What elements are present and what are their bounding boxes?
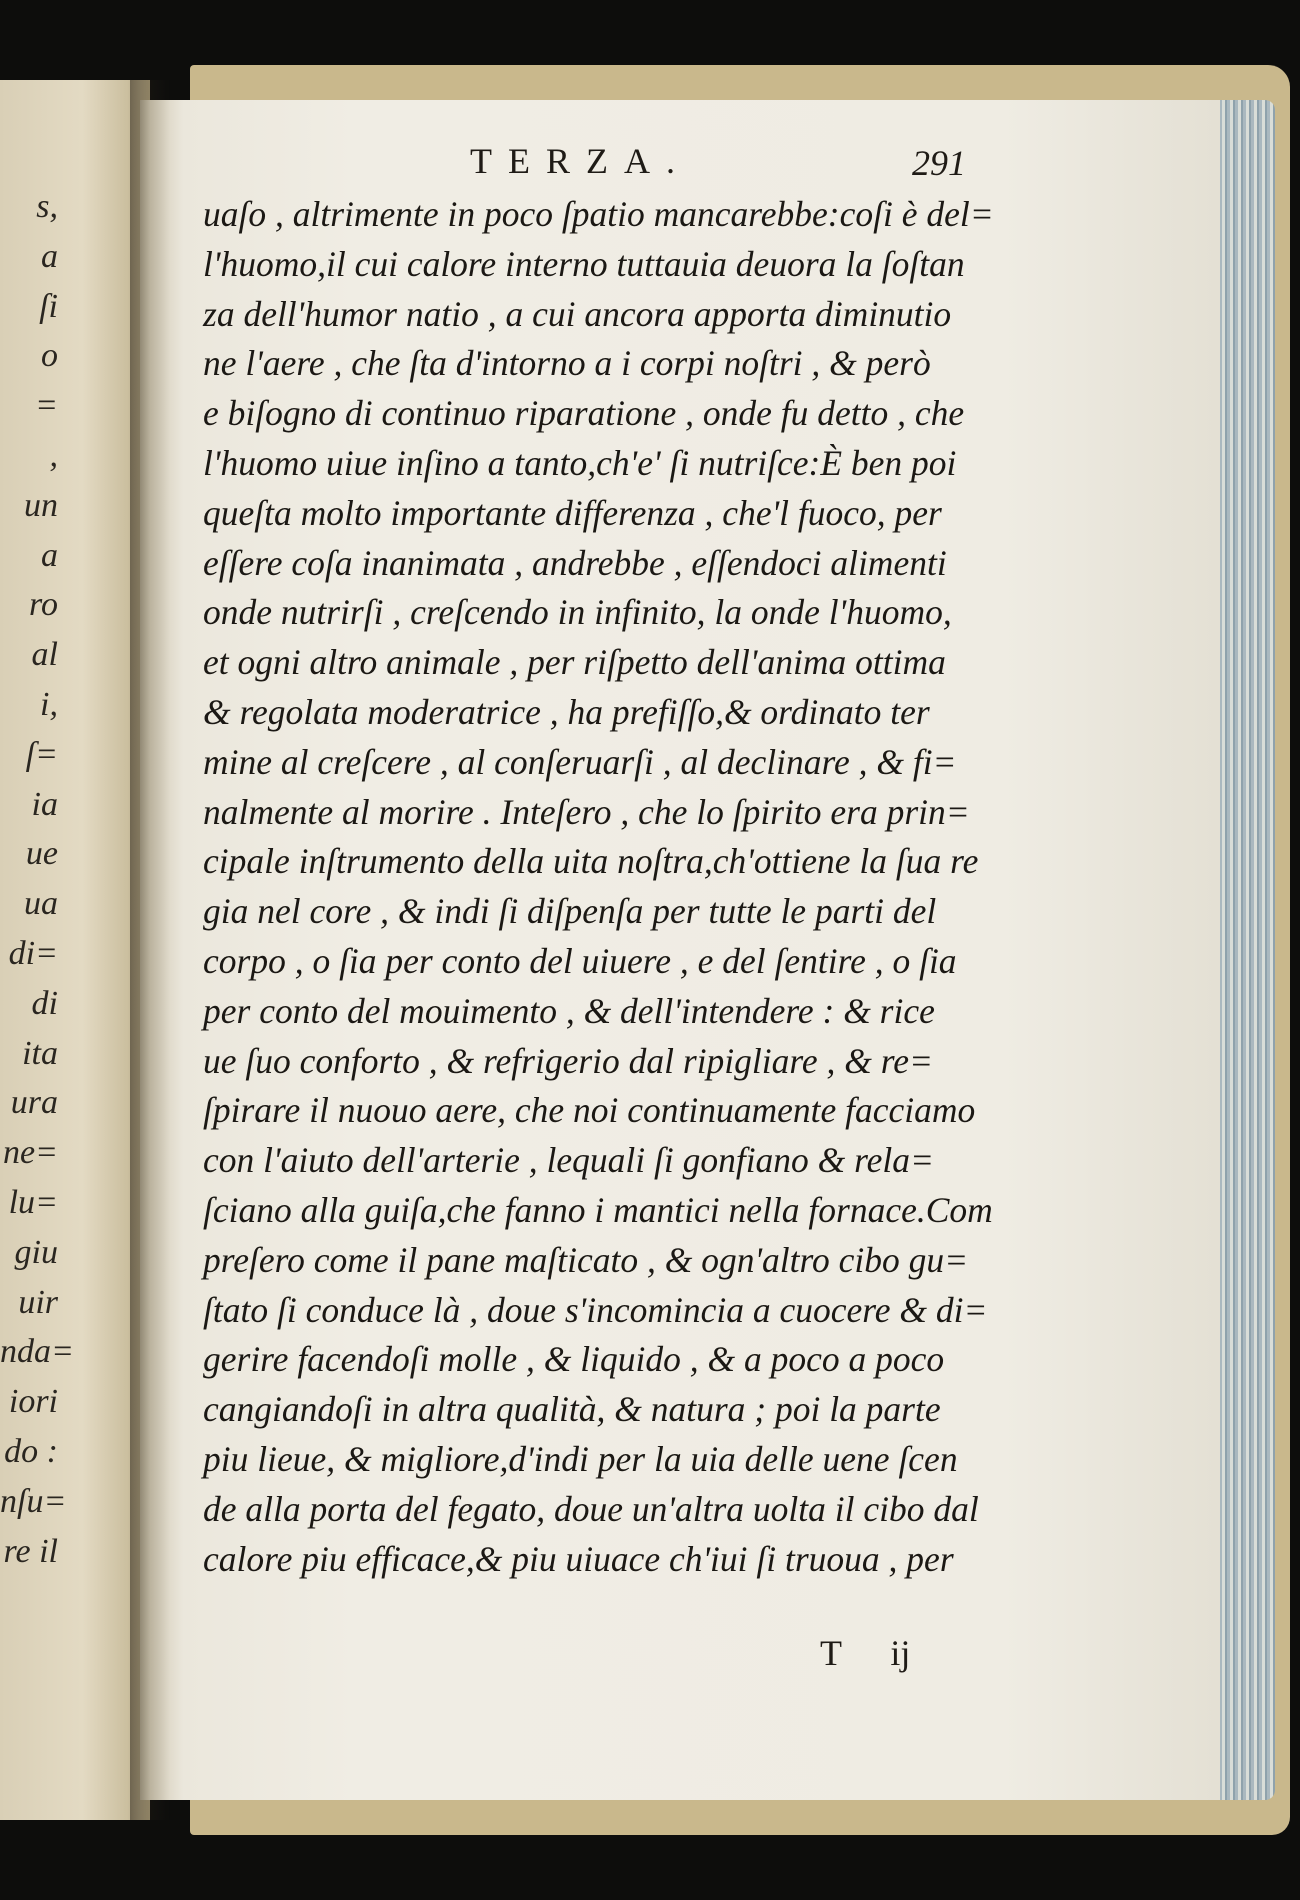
text-line: gia nel core , & indi ſi diſpenſa per tutte le parti del: [203, 891, 937, 932]
text-line: l'huomo uiue inſino a tanto,ch'e' ſi nutriſce:È ben poi: [203, 442, 957, 483]
text-line: uaſo , altrimente in poco ſpatio mancarebbe:coſi è del=: [203, 194, 994, 234]
text-line: za dell'humor natio , a cui ancora apporta diminutio: [203, 293, 952, 334]
facing-page-fragment: uir: [18, 1283, 58, 1321]
text-line: mine al creſcere , al conſeruarſi , al declinare , & fi=: [203, 741, 957, 782]
signature-letter: T: [820, 1633, 842, 1673]
facing-page-fragment: ,: [49, 437, 58, 474]
facing-page-fragment: di=: [8, 935, 58, 972]
text-line: onde nutrirſi , creſcendo in infinito, la onde l'huomo,: [203, 592, 952, 633]
binding-gutter: [130, 80, 170, 1820]
page-number: 291: [912, 143, 966, 183]
text-line: nalmente al morire . Inteſero , che lo ſpirito era prin=: [203, 791, 970, 832]
facing-page-fragment: nſu=: [0, 1482, 67, 1520]
text-line: con l'aiuto dell'arterie , lequali ſi gonfiano & rela=: [203, 1140, 934, 1181]
facing-page-fragment: a: [41, 237, 58, 275]
facing-page-fragment: s,: [36, 188, 58, 225]
text-line: piu lieue, & migliore,d'indi per la uia delle uene ſcen: [203, 1438, 958, 1479]
text-line: ſciano alla guiſa,che fanno i mantici nella fornace.Com: [203, 1189, 993, 1230]
text-line: cipale inſtrumento della uita noſtra,ch'ottiene la ſua re: [203, 841, 979, 882]
text-line: queſta molto importante differenza , che'l fuoco, per: [203, 492, 942, 533]
facing-page-fragment: iori: [8, 1383, 58, 1421]
facing-page-fragment: lu=: [8, 1184, 58, 1221]
facing-page-fragment: di: [31, 984, 58, 1022]
facing-page-fragment: a: [41, 536, 58, 574]
facing-page-fragment: al: [31, 636, 58, 674]
text-line: e biſogno di continuo riparatione , onde fu detto , che: [203, 393, 965, 434]
text-line: eſſere coſa inanimata , andrebbe , eſſendoci alimenti: [203, 542, 947, 583]
facing-page-fragment: ſi: [39, 287, 58, 325]
text-line: corpo , o ſia per conto del uiuere , e del ſentire , o ſia: [203, 940, 957, 981]
facing-page-fragment: =: [35, 387, 58, 425]
facing-page-fragment: ro: [29, 586, 58, 624]
facing-page-fragment: nda=: [0, 1333, 74, 1371]
text-line: cangiandoſi in altra qualità, & natura ; poi la parte: [203, 1389, 941, 1430]
facing-page-fragment: do :: [4, 1433, 58, 1470]
text-line: & regolata moderatrice , ha prefiſſo,& ordinato ter: [203, 691, 930, 732]
text-line: calore piu efficace,& piu uiuace ch'iui ſi truoua , per: [203, 1538, 954, 1579]
facing-page-fragment: ue: [25, 835, 58, 873]
running-head: TERZA.: [470, 141, 691, 181]
facing-page-fragment: re il: [3, 1532, 58, 1570]
text-line: et ogni altro animale , per riſpetto dell'anima ottima: [203, 642, 946, 683]
signature-number: ij: [890, 1633, 911, 1673]
text-line: ue ſuo conforto , & refrigerio dal ripigliare , & re=: [203, 1040, 933, 1081]
text-line: l'huomo,il cui calore interno tuttauia deuora la ſoſtan: [203, 243, 965, 284]
facing-page-fragment: ia: [31, 785, 58, 823]
facing-page-fragment: ſ=: [25, 735, 58, 773]
facing-page-fragment: ua: [24, 885, 58, 923]
facing-page-fragment: o: [41, 337, 58, 375]
facing-page-fragment: ura: [10, 1084, 58, 1122]
text-line: gerire facendoſi molle , & liquido , & a poco a poco: [203, 1339, 945, 1380]
facing-page-fragment: i,: [40, 686, 58, 723]
page-body-text: [203, 190, 1033, 1584]
text-line: preſero come il pane maſticato , & ogn'altro cibo gu=: [203, 1239, 969, 1280]
signature-mark: [820, 1632, 910, 1674]
text-line: per conto del mouimento , & dell'intendere : & rice: [203, 990, 935, 1031]
text-line: de alla porta del fegato, doue un'altra uolta il cibo dal: [203, 1488, 979, 1529]
facing-page-fragment: ita: [22, 1034, 58, 1072]
facing-page-fragment: ne=: [2, 1134, 58, 1172]
text-line: ſtato ſi conduce là , doue s'incomincia a cuocere & di=: [203, 1289, 988, 1330]
facing-page-fragment: giu: [14, 1233, 58, 1271]
facing-page-fragment: un: [24, 486, 58, 524]
text-line: ſpirare il nuouo aere, che noi continuamente facciamo: [203, 1090, 976, 1131]
text-line: ne l'aere , che ſta d'intorno a i corpi noſtri , & però: [203, 343, 931, 384]
